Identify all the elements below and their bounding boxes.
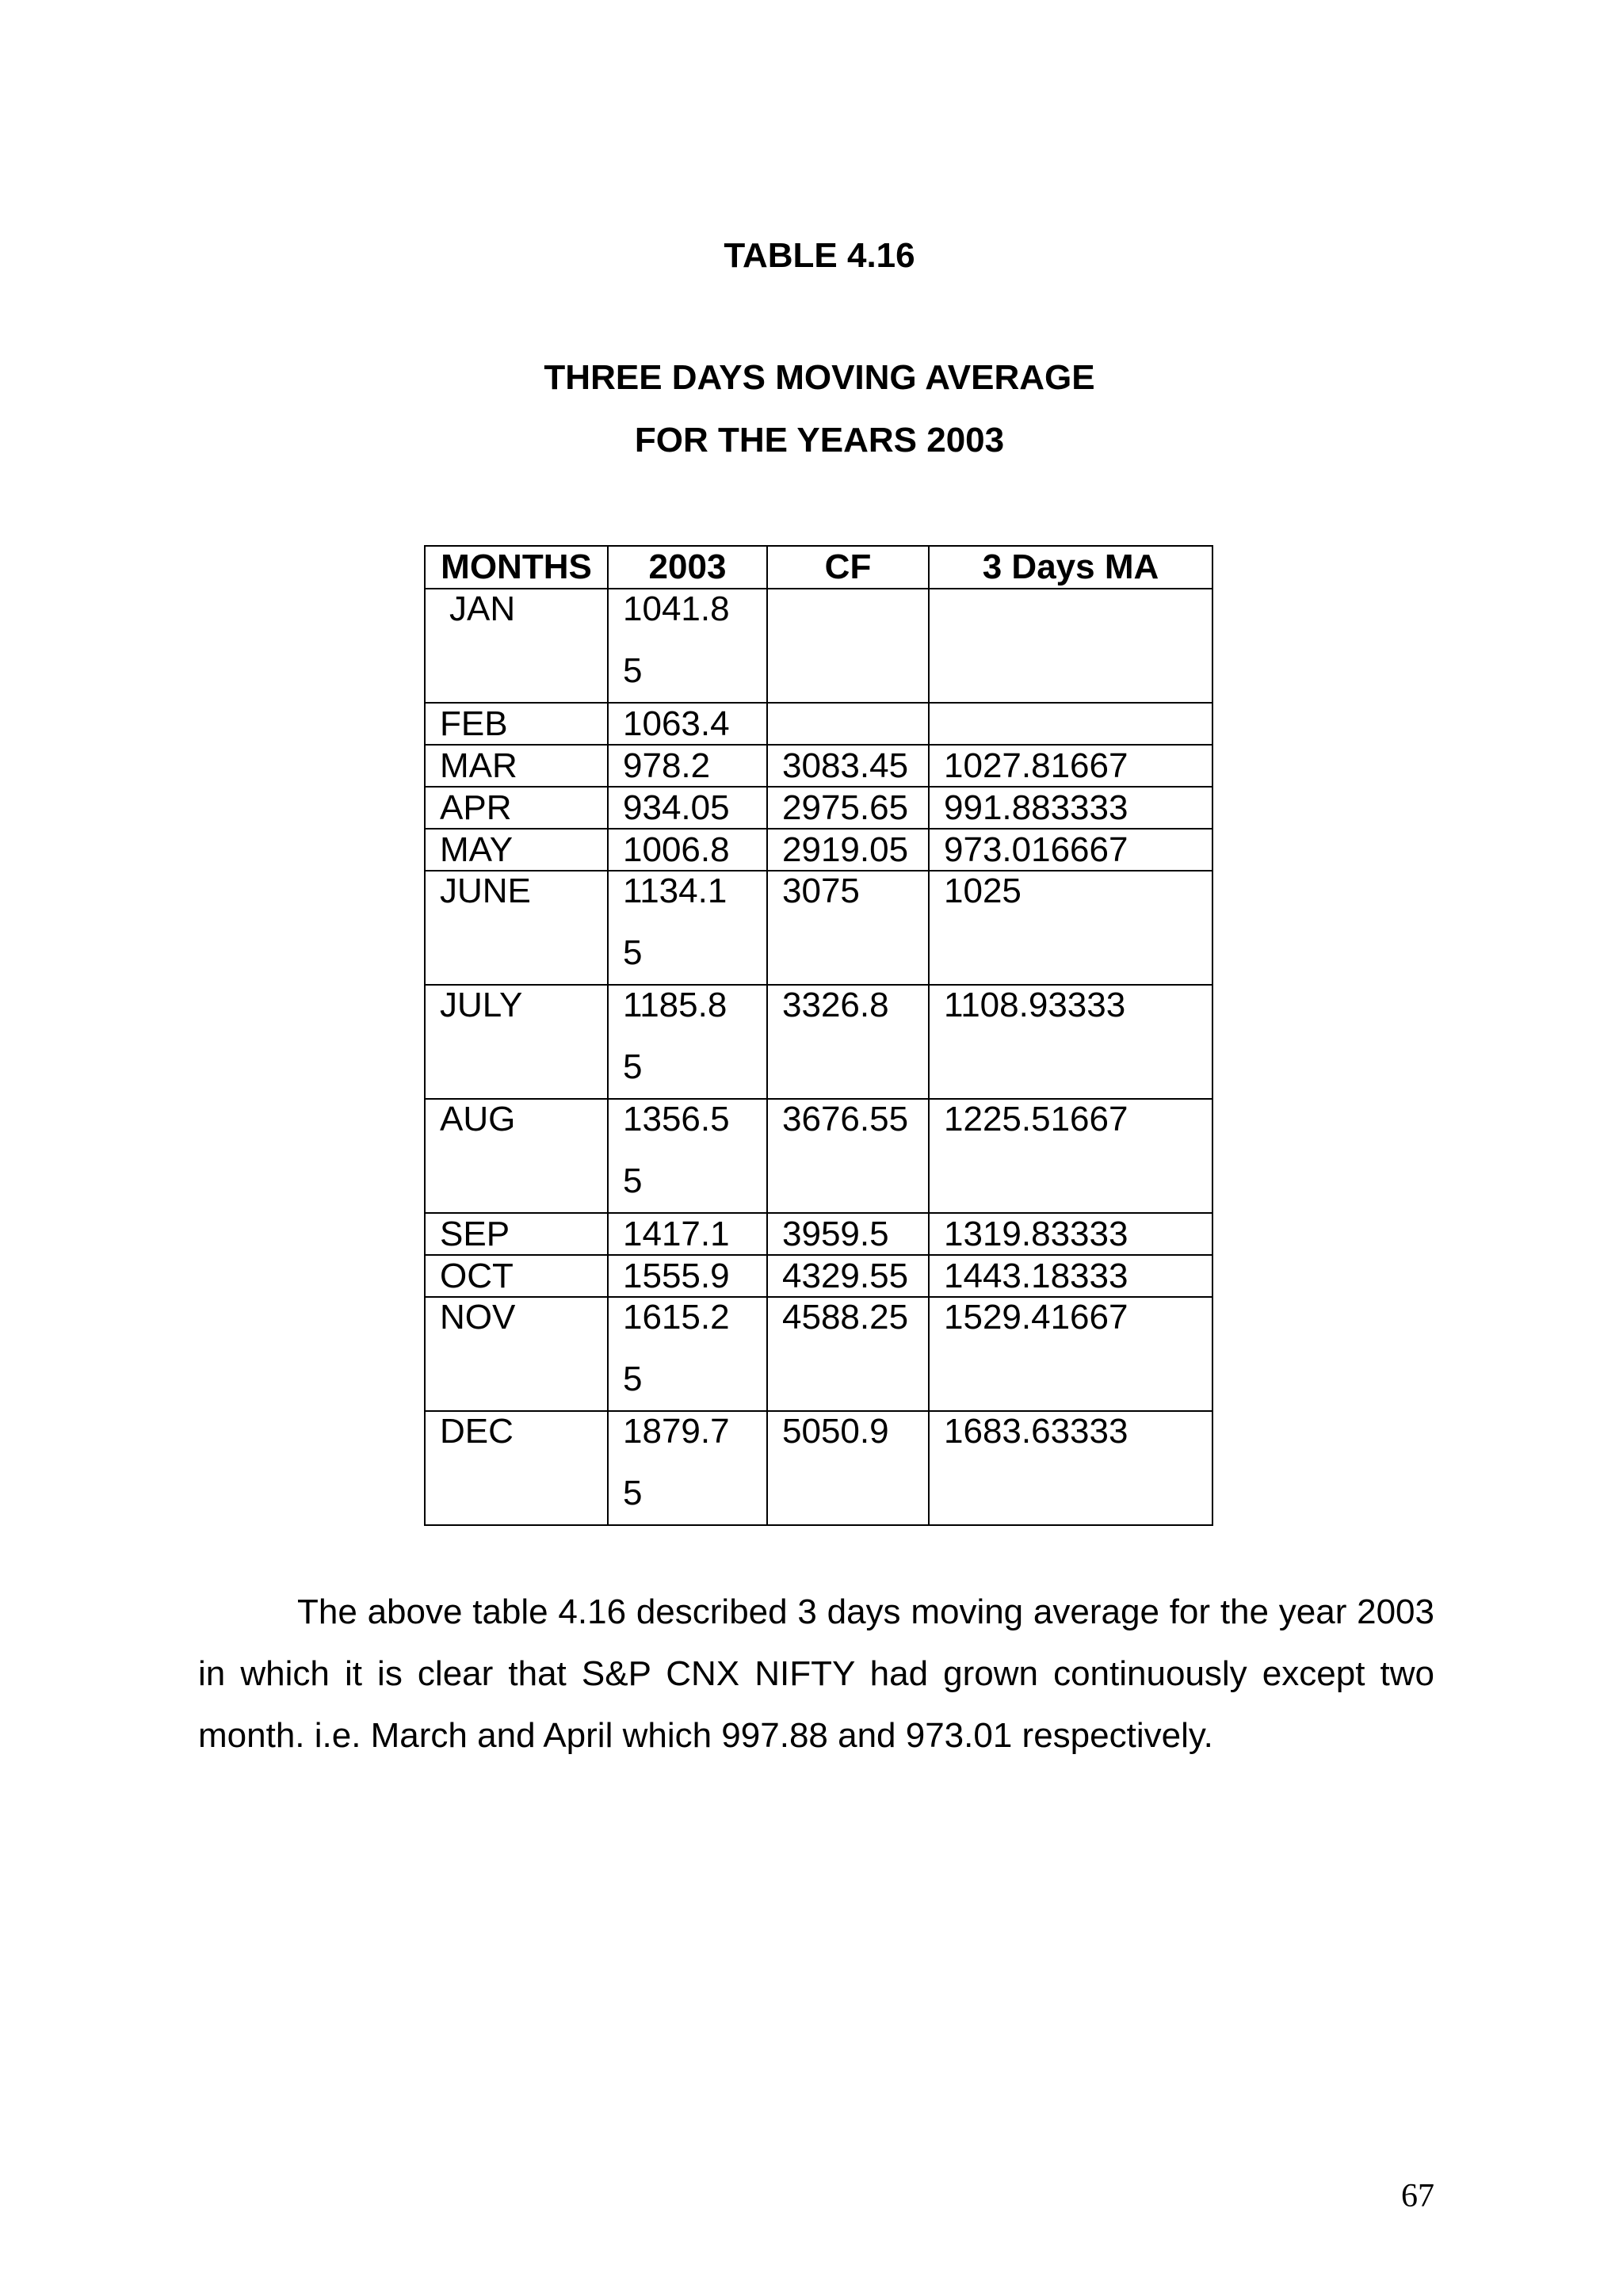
cf-cell: 2919.05 <box>767 829 929 871</box>
cf-cell <box>767 703 929 745</box>
ma-cell: 1225.51667 <box>929 1099 1212 1213</box>
value-cell <box>608 1099 767 1213</box>
ma-cell: 1108.93333 <box>929 985 1212 1099</box>
month-cell: DEC <box>425 1411 608 1525</box>
header-months: MONTHS <box>425 546 608 589</box>
cf-cell: 4588.25 <box>767 1297 929 1411</box>
table-row <box>425 703 1212 745</box>
value-cell <box>608 985 767 1099</box>
cf-cell: 3959.5 <box>767 1213 929 1255</box>
value-cell <box>608 1411 767 1525</box>
table-row <box>425 871 1212 985</box>
ma-cell: 1683.63333 <box>929 1411 1212 1525</box>
table-row <box>425 985 1212 1099</box>
value-cell: 1006.8 <box>608 829 767 871</box>
month-cell: SEP <box>425 1213 608 1255</box>
cf-cell: 4329.55 <box>767 1255 929 1297</box>
page-number: 67 <box>1401 2178 1434 2214</box>
month-cell: FEB <box>425 703 608 745</box>
cf-cell: 5050.9 <box>767 1411 929 1525</box>
value-cell: 1417.1 <box>608 1213 767 1255</box>
ma-cell: 1319.83333 <box>929 1213 1212 1255</box>
table-header-row <box>425 546 1212 589</box>
value-cell <box>608 589 767 703</box>
table-row <box>425 1213 1212 1255</box>
ma-cell: 1027.81667 <box>929 745 1212 787</box>
month-cell: OCT <box>425 1255 608 1297</box>
cf-cell: 3676.55 <box>767 1099 929 1213</box>
cf-cell <box>767 589 929 703</box>
value-text: 1041.85 <box>623 589 730 690</box>
table-row <box>425 589 1212 703</box>
month-cell: JAN <box>425 589 608 703</box>
table-row <box>425 1411 1212 1525</box>
ma-cell: 1443.18333 <box>929 1255 1212 1297</box>
table-number: TABLE 4.16 <box>724 236 915 275</box>
value-cell <box>608 1297 767 1411</box>
table-row <box>425 787 1212 829</box>
month-cell: APR <box>425 787 608 829</box>
ma-cell: 973.016667 <box>929 829 1212 871</box>
table-row <box>425 745 1212 787</box>
value-text: 1185.85 <box>623 986 727 1086</box>
ma-cell: 991.883333 <box>929 787 1212 829</box>
value-text: 1615.25 <box>623 1298 730 1398</box>
moving-average-table <box>424 545 1213 1526</box>
value-cell: 978.2 <box>608 745 767 787</box>
month-cell: AUG <box>425 1099 608 1213</box>
month-cell: JUNE <box>425 871 608 985</box>
value-text: 1356.55 <box>623 1100 730 1200</box>
month-cell: MAY <box>425 829 608 871</box>
value-cell <box>608 871 767 985</box>
ma-cell: 1529.41667 <box>929 1297 1212 1411</box>
value-text: 1879.75 <box>623 1412 730 1512</box>
month-cell: JULY <box>425 985 608 1099</box>
table-row <box>425 1255 1212 1297</box>
table-row <box>425 1099 1212 1213</box>
header-moving-average: 3 Days MA <box>929 546 1212 589</box>
month-cell: NOV <box>425 1297 608 1411</box>
cf-cell: 3083.45 <box>767 745 929 787</box>
cf-cell: 3326.8 <box>767 985 929 1099</box>
table-description-paragraph: The above table 4.16 described 3 days moving average for the year 2003 in which it is clear that S&P CNX NIFTY had grown continuously except two month. i.e. March and April which 997.88 and 973.01 respectively. <box>198 1592 1434 1755</box>
month-cell: MAR <box>425 745 608 787</box>
header-cf: CF <box>767 546 929 589</box>
ma-cell: 1025 <box>929 871 1212 985</box>
cf-cell: 3075 <box>767 871 929 985</box>
value-cell: 934.05 <box>608 787 767 829</box>
value-cell: 1555.9 <box>608 1255 767 1297</box>
table-title-line-2: FOR THE YEARS 2003 <box>634 421 1005 460</box>
cf-cell: 2975.65 <box>767 787 929 829</box>
table-title-line-1: THREE DAYS MOVING AVERAGE <box>544 358 1095 397</box>
header-year: 2003 <box>608 546 767 589</box>
ma-cell <box>929 589 1212 703</box>
value-cell: 1063.4 <box>608 703 767 745</box>
table-row <box>425 829 1212 871</box>
table-row <box>425 1297 1212 1411</box>
ma-cell <box>929 703 1212 745</box>
value-text: 1134.15 <box>623 871 727 972</box>
